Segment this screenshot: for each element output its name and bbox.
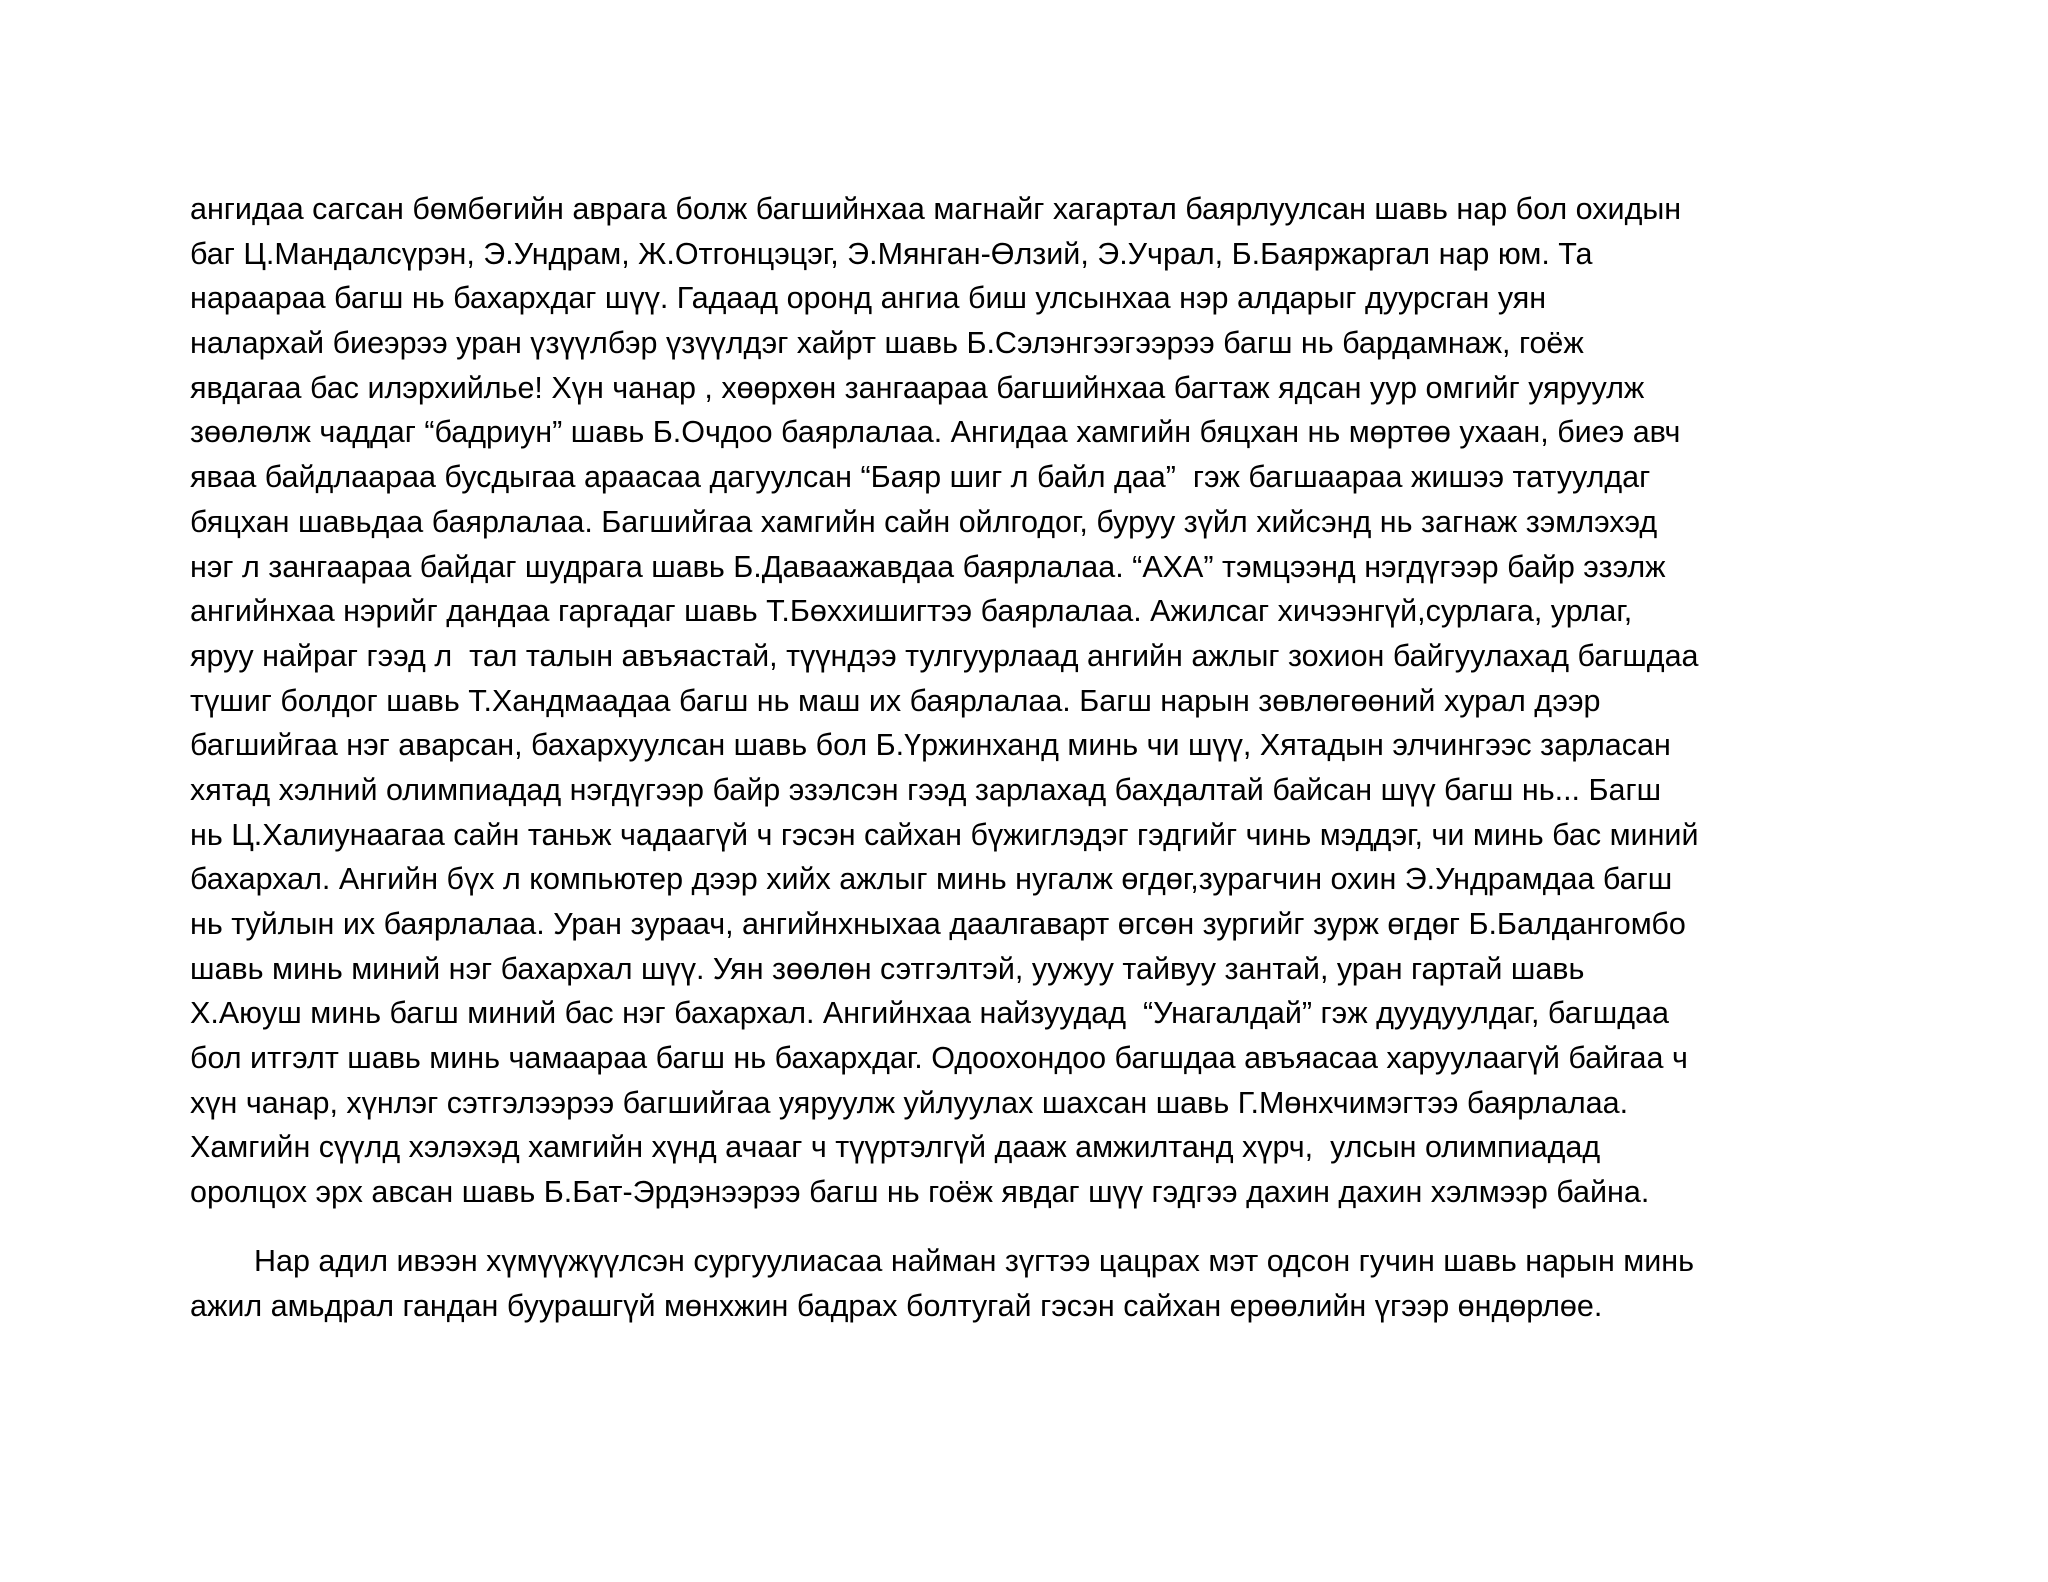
text-line: Нар адил ивээн хүмүүжүүлсэн сургуулиасаа найман зүгтээ цацрах мэт одсон гучин шавь нарын минь xyxy=(254,1243,1695,1278)
text-line: хүн чанар, хүнлэг сэтгэлээрээ багшийгаа уяруулж уйлуулах шахсан шавь Г.Мөнхчимэгтээ баярлалаа. xyxy=(190,1085,1629,1120)
text-line: хятад хэлний олимпиадад нэгдүгээр байр эзэлсэн гээд зарлахад бахдалтай байсан шүү багш нь... Багш xyxy=(190,772,1662,807)
text-line: баг Ц.Мандалсүрэн, Э.Ундрам, Ж.Отгонцэцэг, Э.Мянган-Өлзий, Э.Учрал, Б.Баяржаргал нар юм. Та xyxy=(190,236,1593,271)
text-line: нараараа багш нь бахархдаг шүү. Гадаад оронд ангиа биш улсынхаа нэр алдарыг дуурсган уян xyxy=(190,281,1547,316)
text-line: бяцхан шавьдаа баярлалаа. Багшийгаа хамгийн сайн ойлгодог, буруу зүйл хийсэнд нь загнаж зэмлэхэд xyxy=(190,504,1658,539)
text-line: оролцох эрх авсан шавь Б.Бат-Эрдэнээрээ багш нь гоёж явдаг шүү гэдгээ дахин дахин хэлмээр байна. xyxy=(190,1175,1650,1210)
document-body xyxy=(190,187,1890,1328)
text-line: нэг л зангаараа байдаг шудрага шавь Б.Даваажавдаа баярлалаа. “АХА” тэмцээнд нэгдүгээр байр эзэлж xyxy=(190,549,1666,584)
text-line: яруу найраг гээд л тал талын авъяастай, түүндээ тулгуурлаад ангийн ажлыг зохион байгуулахад багшдаа xyxy=(190,638,1699,673)
text-line: зөөлөлж чаддаг “бадриун” шавь Б.Очдоо баярлалаа. Ангидаа хамгийн бяцхан нь мөртөө ухаан, биеэ авч xyxy=(190,415,1681,450)
text-line: түшиг болдог шавь Т.Хандмаадаа багш нь маш их баярлалаа. Багш нарын зөвлөгөөний хурал дээр xyxy=(190,683,1601,718)
text-line: ажил амьдрал гандан буурашгүй мөнхжин бадрах болтугай гэсэн сайхан ерөөлийн үгээр өндөрлөе. xyxy=(190,1288,1603,1323)
text-line: яваа байдлаараа бусдыгаа араасаа дагуулсан “Баяр шиг л байл даа” гэж багшаараа жишээ татуулдаг xyxy=(190,460,1651,495)
text-line: налархай биеэрээ уран үзүүлбэр үзүүлдэг хайрт шавь Б.Сэлэнгээгээрээ багш нь бардамнаж, гоёж xyxy=(190,326,1584,361)
text-line: явдагаа бас илэрхийлье! Хүн чанар , хөөрхөн зангаараа багшийнхаа багтаж ядсан уур омгийг уяруулж xyxy=(190,370,1645,405)
paragraph-spacer xyxy=(190,1215,1890,1239)
text-line: бол итгэлт шавь минь чамаараа багш нь бахархдаг. Одоохондоо багшдаа авъяасаа харуулаагүй байгаа ч xyxy=(190,1041,1688,1076)
text-line: нь Ц.Халиунаагаа сайн таньж чадаагүй ч гэсэн сайхан бүжиглэдэг гэдгийг чинь мэддэг, чи минь бас миний xyxy=(190,817,1699,852)
paragraph-2 xyxy=(190,1239,1890,1328)
text-line: ангийнхаа нэрийг дандаа гаргадаг шавь Т.Бөххишигтээ баярлалаа. Ажилсаг хичээнгүй,сурлага, урлаг, xyxy=(190,594,1633,629)
text-line: Хамгийн сүүлд хэлэхэд хамгийн хүнд ачааг ч түүртэлгүй дааж амжилтанд хүрч, улсын олимпиадад xyxy=(190,1130,1601,1165)
paragraph-1 xyxy=(190,187,1890,1215)
text-line: Х.Аюуш минь багш миний бас нэг бахархал. Ангийнхаа найзуудад “Унагалдай” гэж дуудуулдаг, багшдаа xyxy=(190,996,1669,1031)
text-line: нь туйлын их баярлалаа. Уран зураач, ангийнхныхаа даалгаварт өгсөн зургийг зурж өгдөг Б.Балдангомбо xyxy=(190,907,1686,941)
text-line: шавь минь миний нэг бахархал шүү. Уян зөөлөн сэтгэлтэй, уужуу тайвуу зантай, уран гартай шавь xyxy=(190,951,1585,986)
text-line: бахархал. Ангийн бүх л компьютер дээр хийх ажлыг минь нугалж өгдөг,зурагчин охин Э.Ундрамдаа багш xyxy=(190,862,1673,897)
text-line: багшийгаа нэг аварсан, бахархуулсан шавь бол Б.Үржинханд минь чи шүү, Хятадын элчингээс зарласан xyxy=(190,728,1671,763)
text-line: ангидаа сагсан бөмбөгийн аврага болж багшийнхаа магнайг хагартал баярлуулсан шавь нар бол охидын xyxy=(190,192,1682,226)
